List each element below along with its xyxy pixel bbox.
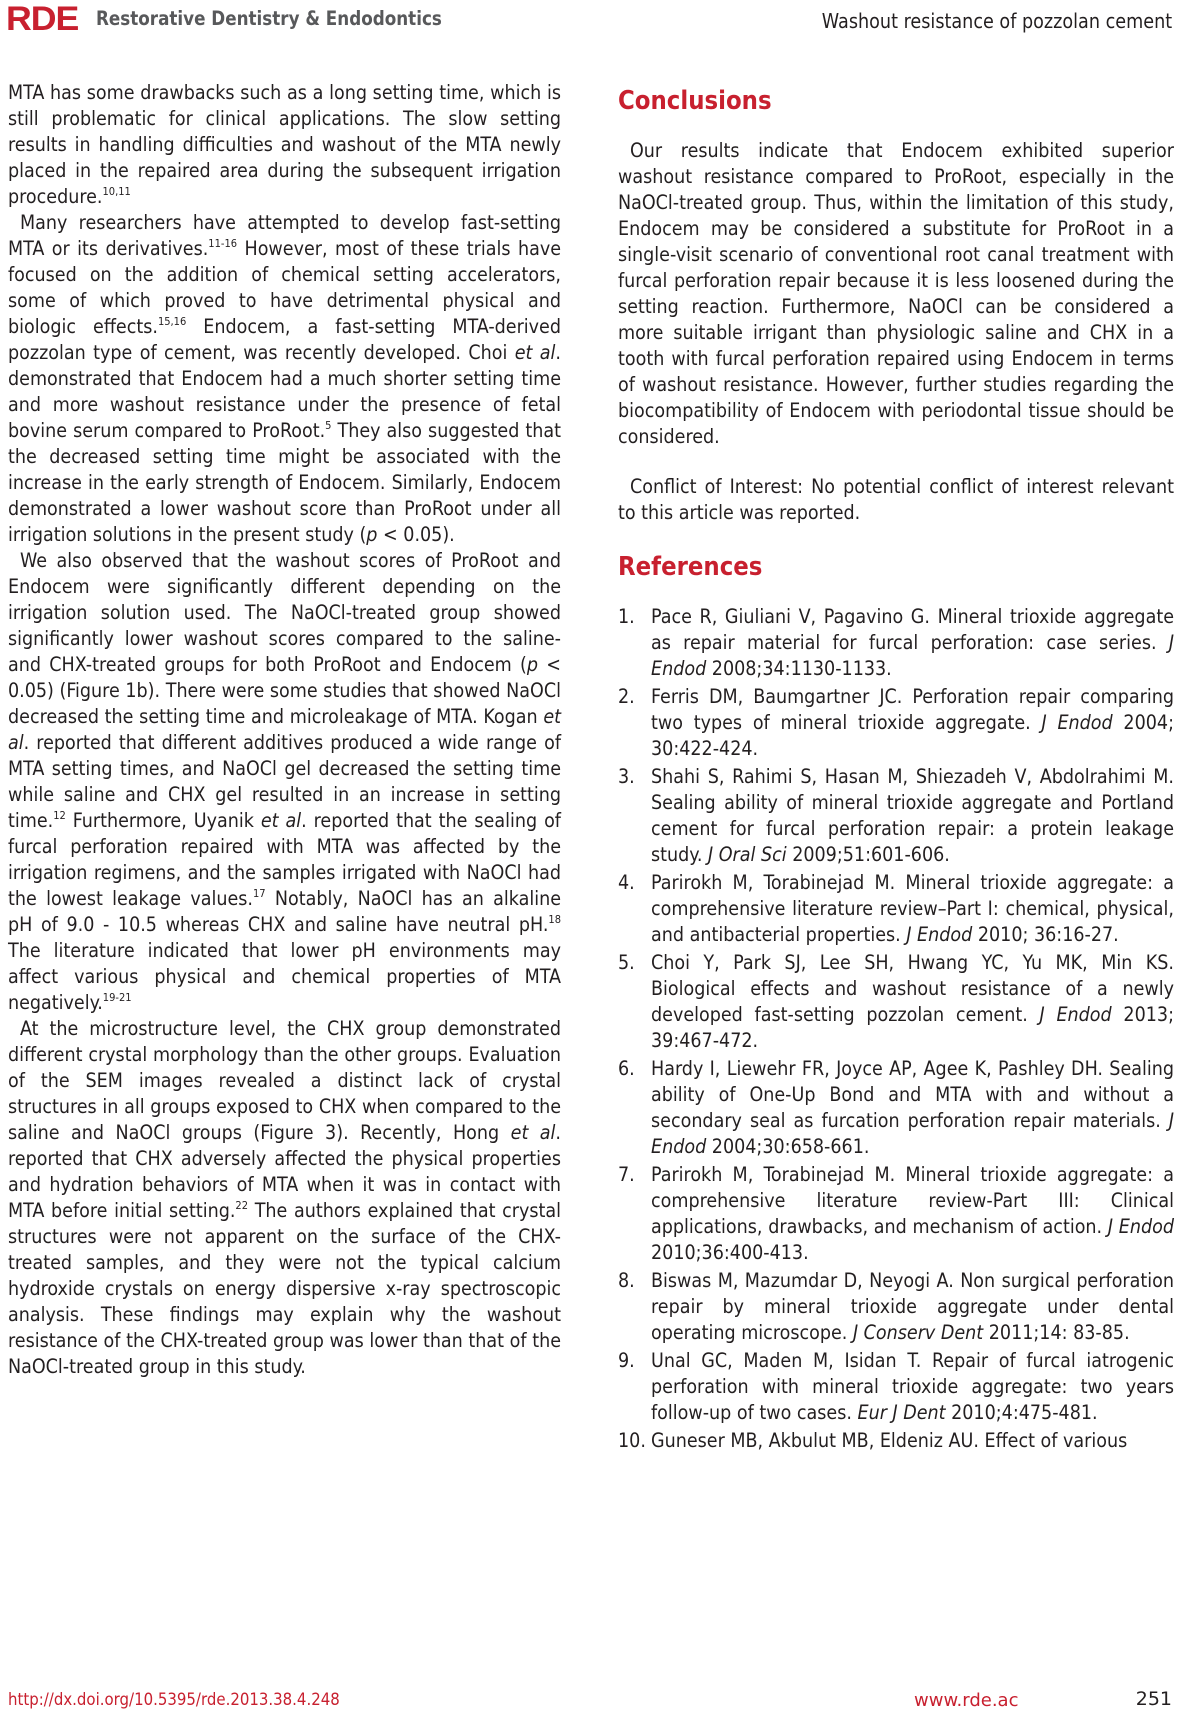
body-paragraph: At the microstructure level, the CHX group demonstrated different crystal morphology than the other groups. Evaluation of the SEM images revealed a distinct lack of crystal structures in all groups exposed to CHX when compared to the saline and NaOCl groups (Figure 3). Recently, Hong et al. reported that CHX adversely affected the physical properties and hydration behaviors of MTA when it was in contact with MTA before initial setting.$^{22}$ The authors explained that crystal structures were not apparent on the surface of the CHX-treated samples, and they were not the typical calcium hydroxide crystals on energy dispersive x-ray spectroscopic analysis. These findings may explain why the washout resistance of the CHX-treated group was lower than that of the NaOCl-treated group in this study.: [8, 1017, 561, 1378]
reference-number: 10.: [618, 1429, 646, 1452]
reference-item: 5. Choi Y, Park SJ, Lee SH, Hwang YC, Yu MK, Min KS. Biological effects and washout resistance of a newly developed fast-setting pozzolan cement. J Endod 2013; 39:467-472.: [618, 951, 1174, 1052]
italic-text: J Endod: [1107, 1215, 1174, 1238]
italic-text: Eur J Dent: [857, 1401, 946, 1424]
journal-name: Restorative Dentistry & Endodontics: [96, 7, 442, 30]
right-column: [618, 80, 1174, 1456]
reference-item: 2. Ferris DM, Baumgartner JC. Perforation repair comparing two types of mineral trioxide aggregate. J Endod 2004; 30:422-424.: [618, 685, 1174, 760]
body-paragraph: We also observed that the washout scores of ProRoot and Endocem were significantly different depending on the irrigation solution used. The NaOCl-treated group showed significantly lower washout scores compared to the saline- and CHX-treated groups for both ProRoot and Endocem (p < 0.05) (Figure 1b). There were some studies that showed NaOCl decreased the setting time and microleakage of MTA. Kogan et al. reported that different additives produced a wide range of MTA setting times, and NaOCl gel decreased the setting time while saline and CHX gel resulted in an increase in setting time.$^{12}$ Furthermore, Uyanik et al. reported that the sealing of furcal perforation repaired with MTA was affected by the irrigation regimens, and the samples irrigated with NaOCl had the lowest leakage values.$^{17}$ Notably, NaOCl has an alkaline pH of 9.0 - 10.5 whereas CHX and saline have neutral pH.$^{18}$ The literature indicated that lower pH environments may affect various physical and chemical properties of MTA negatively.$^{19-21}$: [8, 549, 561, 1014]
italic-text: J Endod: [906, 923, 973, 946]
conflict-of-interest: Conflict of Interest: No potential conflict of interest relevant to this article was reported.: [618, 475, 1174, 524]
reference-item: 9. Unal GC, Maden M, Isidan T. Repair of furcal iatrogenic perforation with mineral trioxide aggregate: two years follow-up of two cases. Eur J Dent 2010;4:475-481.: [618, 1349, 1174, 1424]
reference-number: 2.: [618, 685, 635, 708]
citation-superscript[interactable]: 10,11: [102, 185, 131, 198]
reference-item: 1. Pace R, Giuliani V, Pagavino G. Mineral trioxide aggregate as repair material for furcal perforation: case series. J Endod 2008;34:1130-1133.: [618, 605, 1174, 680]
reference-number: 9.: [618, 1349, 635, 1372]
italic-text: et al: [260, 809, 302, 832]
left-column: [8, 80, 561, 1380]
page-header: [0, 0, 1200, 44]
italic-text: et al: [510, 1121, 556, 1144]
reference-item: 4. Parirokh M, Torabinejad M. Mineral trioxide aggregate: a comprehensive literature review–Part I: chemical, physical, and antibacterial properties. J Endod 2010; 36:16-27.: [618, 871, 1174, 946]
citation-superscript[interactable]: 22: [235, 1199, 249, 1212]
journal-logo: RDE: [6, 0, 79, 38]
reference-item: 6. Hardy I, Liewehr FR, Joyce AP, Agee K, Pashley DH. Sealing ability of One-Up Bond and MTA with and without a secondary seal as furcation perforation repair materials. J Endod 2004;30:658-661.: [618, 1057, 1174, 1158]
citation-superscript[interactable]: 15,16: [157, 315, 187, 328]
citation-superscript[interactable]: 18: [548, 913, 561, 926]
running-title: Washout resistance of pozzolan cement: [821, 9, 1172, 33]
reference-number: 3.: [618, 765, 635, 788]
page-number: 251: [1135, 1688, 1172, 1710]
reference-item: 10. Guneser MB, Akbulut MB, Eldeniz AU. Effect of various: [618, 1429, 1128, 1452]
reference-number: 4.: [618, 871, 635, 894]
italic-text: J Conserv Dent: [852, 1321, 984, 1344]
reference-item: 3. Shahi S, Rahimi S, Hasan M, Shiezadeh V, Abdolrahimi M. Sealing ability of mineral trioxide aggregate and Portland cement for furcal perforation repair: a protein leakage study. J Oral Sci 2009;51:601-606.: [618, 765, 1174, 866]
citation-superscript[interactable]: 11-16: [208, 237, 238, 250]
reference-number: 1.: [618, 605, 635, 628]
citation-superscript[interactable]: 12: [53, 809, 66, 822]
italic-text: J Endod: [651, 631, 1174, 680]
reference-number: 8.: [618, 1269, 635, 1292]
italic-text: p: [366, 523, 378, 546]
italic-text: J Endod: [651, 1109, 1174, 1158]
italic-text: J Endod: [1041, 711, 1113, 734]
italic-text: p: [526, 653, 539, 676]
italic-text: et al: [8, 705, 561, 754]
reference-number: 7.: [618, 1163, 635, 1186]
italic-text: J Oral Sci: [708, 843, 787, 866]
italic-text: J Endod: [1039, 1003, 1112, 1026]
citation-superscript[interactable]: 5: [325, 419, 332, 432]
reference-number: 6.: [618, 1057, 635, 1080]
journal-website-link[interactable]: www.rde.ac: [914, 1690, 1019, 1711]
references-heading: References: [618, 552, 763, 582]
reference-item: 8. Biswas M, Mazumdar D, Neyogi A. Non surgical perforation repair by mineral trioxide aggregate under dental operating microscope. J Conserv Dent 2011;14: 83-85.: [618, 1269, 1174, 1344]
conclusions-paragraph: Our results indicate that Endocem exhibited superior washout resistance compared to ProRoot, especially in the NaOCl-treated group. Thus, within the limitation of this study, Endocem may be considered a substitute for ProRoot in a single-visit scenario of conventional root canal treatment with furcal perforation repair because it is less loosened during the setting reaction. Furthermore, NaOCl can be considered a more suitable irrigant than physiologic saline and CHX in a tooth with furcal perforation repaired using Endocem in terms of washout resistance. However, further studies regarding the biocompatibility of Endocem with periodontal tissue should be considered.: [618, 139, 1174, 448]
citation-superscript[interactable]: 17: [252, 887, 266, 900]
conclusions-heading: Conclusions: [618, 86, 772, 116]
citation-superscript[interactable]: 19-21: [102, 991, 132, 1004]
reference-number: 5.: [618, 951, 635, 974]
reference-list: [618, 604, 1174, 1454]
italic-text: et al: [514, 341, 556, 364]
doi-link[interactable]: http://dx.doi.org/10.5395/rde.2013.38.4.248: [8, 1690, 340, 1710]
reference-item: 7. Parirokh M, Torabinejad M. Mineral trioxide aggregate: a comprehensive literature review-Part III: Clinical applications, drawbacks, and mechanism of action. J Endod 2010;36:400-413.: [618, 1163, 1174, 1264]
body-paragraph: Many researchers have attempted to develop fast-setting MTA or its derivatives.$^{11-16}$ However, most of these trials have focused on the addition of chemical setting accelerators, some of which proved to have detrimental physical and biologic effects.$^{15,16}$ Endocem, a fast-setting MTA-derived pozzolan type of cement, was recently developed. Choi et al. demonstrated that Endocem had a much shorter setting time and more washout resistance under the presence of fetal bovine serum compared to ProRoot.$^5$ They also suggested that the decreased setting time might be associated with the increase in the early strength of Endocem. Similarly, Endocem demonstrated a lower washout score than ProRoot under all irrigation solutions in the present study (p < 0.05).: [8, 211, 562, 546]
body-paragraph: MTA has some drawbacks such as a long setting time, which is still problematic for clinical applications. The slow setting results in handling difficulties and washout of the MTA newly placed in the repaired area during the subsequent irrigation procedure.$^{10,11}$: [8, 81, 561, 208]
